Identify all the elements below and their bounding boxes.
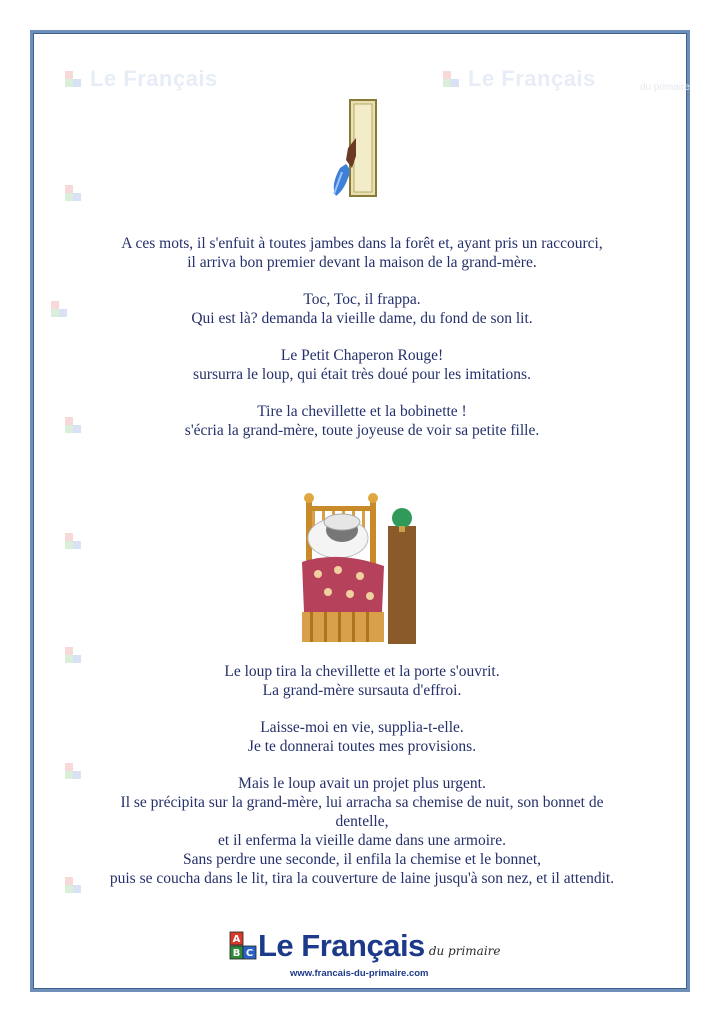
watermark-logo-right: Le Français xyxy=(468,66,596,91)
watermark-cube-icon xyxy=(64,184,82,202)
watermark-cube-icon xyxy=(64,532,82,550)
svg-text:C: C xyxy=(245,948,254,959)
abc-blocks-icon xyxy=(228,930,258,962)
door-knocking-illustration xyxy=(326,98,382,202)
footer-url: www.francais-du-primaire.com xyxy=(290,968,429,979)
watermark-tail: du primaire xyxy=(640,82,691,93)
paragraph: Tire la chevillette et la bobinette ! s'écria la grand-mère, toute joyeuse de voir sa petite fille. xyxy=(184,403,540,439)
story-text-bottom xyxy=(60,662,664,888)
watermark-logo-left: Le Français xyxy=(90,66,218,91)
watermark-cube-icon xyxy=(442,70,460,88)
paragraph: Laisse-moi en vie, supplia-t-elle. Je te donnerai toutes mes provisions. xyxy=(247,719,477,755)
grandmother-in-bed-illustration xyxy=(298,492,422,644)
footer-logo-subtitle: du primaire xyxy=(428,944,501,958)
svg-text:B: B xyxy=(232,948,241,959)
footer-logo-title: Le Français xyxy=(258,928,425,963)
paragraph: Le Petit Chaperon Rouge! sursurra le loup, qui était très doué pour les imitations. xyxy=(193,347,531,383)
svg-text:A: A xyxy=(232,934,241,945)
footer-logo xyxy=(228,928,501,964)
paragraph: Le loup tira la chevillette et la porte s'ouvrit. La grand-mère sursauta d'effroi. xyxy=(224,663,500,699)
paragraph: Toc, Toc, il frappa. Qui est là? demanda la vieille dame, du fond de son lit. xyxy=(191,291,533,327)
paragraph: Mais le loup avait un projet plus urgent. Il se précipita sur la grand-mère, lui arracha sa chemise de nuit, son bonnet de dentelle, et il enferma la vieille dame dans une armoire. Sans perdre une seconde, il enfila la chemise et le bonnet, puis se coucha dans le lit, tira la couverture de laine jusqu'à son nez, et il attendit. xyxy=(109,775,615,887)
story-text-top xyxy=(60,234,664,440)
paragraph: A ces mots, il s'enfuit à toutes jambes dans la forêt et, ayant pris un raccourci, il arriva bon premier devant la maison de la grand-mère. xyxy=(121,235,603,271)
watermark-cube-icon xyxy=(64,70,82,88)
